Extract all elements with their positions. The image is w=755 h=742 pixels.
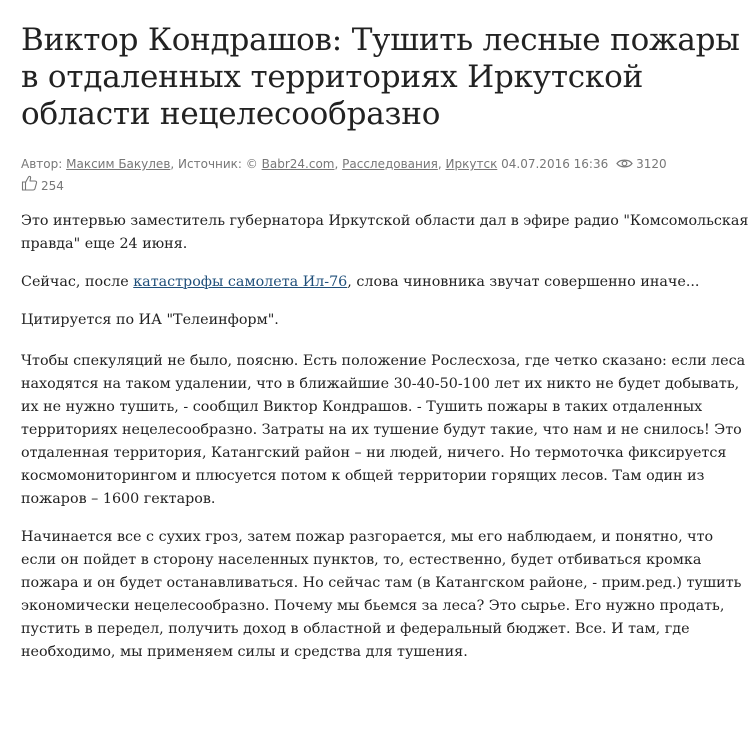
article bbox=[21, 22, 751, 679]
publish-datetime: 04.07.2016 16:36 bbox=[501, 157, 609, 171]
article-meta: Автор: Максим Бакулев, Источник: © Babr24.com, Расследования, Иркутск 04.07.2016 16:36 3120 254 bbox=[21, 153, 751, 198]
thumbs-up-icon[interactable] bbox=[21, 175, 38, 198]
paragraph-intro: Это интервью заместитель губернатора Иркутской области дал в эфире радио "Комсомольская правда" еще 24 июня. bbox=[21, 212, 749, 252]
paragraph-quote-1: Чтобы спекуляций не было, поясню. Есть положение Рослесхоза, где четко сказано: если леса находятся на таком удалении, что в ближайшие 30-40-50-100 лет их никто не будет добывать, их не нужно тушить, - сообщил Виктор Кондрашов. - Тушить пожары в таких отдаленных территориях нецелесообразно. Затраты на их тушение будут такие, что нам и не снилось! Это отдаленная территория, Катангский район – ни людей, ничего. Но термоточка фиксируется космомониторингом и плюсуется потом к общей территории горящих лесов. Там один из пожаров – 1600 гектаров. bbox=[21, 352, 746, 507]
source-link[interactable]: Babr24.com bbox=[261, 157, 335, 171]
likes-count: 254 bbox=[41, 178, 64, 193]
paragraph-context-end: , слова чиновника звучат совершенно иначе... bbox=[347, 273, 700, 290]
likes-counter[interactable] bbox=[21, 175, 751, 198]
paragraph-context-start: Сейчас, после bbox=[21, 273, 134, 290]
plane-crash-link[interactable]: катастрофы самолета Ил-76 bbox=[133, 273, 348, 290]
article-title: Виктор Кондрашов: Тушить лесные пожары в отдаленных территориях Иркутской области нецелесообразно bbox=[21, 22, 740, 132]
category-link[interactable]: Расследования bbox=[342, 157, 438, 171]
views-count: 3120 bbox=[636, 157, 667, 171]
source-label: Источник: bbox=[178, 157, 242, 171]
paragraph-source: Цитируется по ИА "Телеинформ". bbox=[21, 311, 279, 328]
author-label: Автор: bbox=[21, 157, 63, 171]
eye-icon bbox=[616, 154, 633, 176]
article-body bbox=[21, 210, 751, 664]
views-counter bbox=[616, 157, 667, 171]
paragraph-context bbox=[21, 271, 751, 294]
source-copyright: © bbox=[245, 157, 258, 171]
city-link[interactable]: Иркутск bbox=[445, 157, 498, 171]
paragraph-quote-2: Начинается все с сухих гроз, затем пожар разгорается, мы его наблюдаем, и понятно, что если он пойдет в сторону населенных пунктов, то, естественно, будет отбиваться кромка пожара и он будет останавливаться. Но сейчас там (в Катангском районе, - прим.ред.) тушить экономически нецелесообразно. Почему мы бьемся за леса? Это сырье. Его нужно продать, пустить в передел, получить доход в областной и федеральный бюджет. Все. И там, где необходимо, мы применяем силы и средства для тушения. bbox=[21, 528, 742, 660]
author-link[interactable]: Максим Бакулев bbox=[66, 157, 171, 171]
